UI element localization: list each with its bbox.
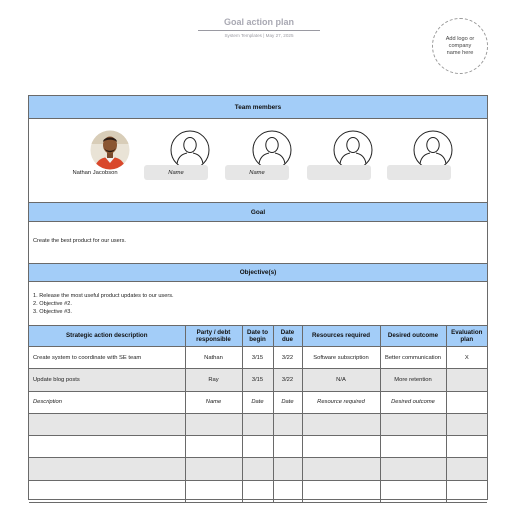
table-cell[interactable]: Resource required [302, 391, 380, 413]
member-photo [90, 130, 130, 170]
table-cell[interactable] [273, 480, 302, 502]
table-cell[interactable] [242, 480, 273, 502]
column-header: Strategic action description [29, 326, 185, 347]
table-cell[interactable] [185, 436, 242, 458]
objective-item[interactable]: 2. Objective #2. [33, 301, 72, 307]
table-cell[interactable]: 3/22 [273, 347, 302, 369]
title-divider [198, 30, 320, 31]
table-cell[interactable] [29, 458, 185, 480]
table-cell[interactable] [380, 436, 446, 458]
action-plan-sheet [28, 95, 488, 500]
page-title: Goal action plan [223, 17, 294, 27]
table-cell[interactable] [446, 436, 487, 458]
table-cell[interactable] [29, 413, 185, 435]
table-cell[interactable]: Nathan [185, 347, 242, 369]
table-cell[interactable] [302, 413, 380, 435]
table-row [29, 413, 487, 435]
member-name[interactable]: Name [225, 165, 289, 180]
person-outline-icon [170, 130, 210, 170]
team-members-header: Team members [29, 96, 487, 119]
table-cell[interactable] [380, 480, 446, 502]
table-row [29, 480, 487, 502]
table-cell[interactable]: Description [29, 391, 185, 413]
person-outline-icon [333, 130, 373, 170]
objectives-header: Objective(s) [29, 263, 487, 282]
table-cell[interactable] [380, 413, 446, 435]
member-name[interactable] [387, 165, 451, 180]
table-row [29, 347, 487, 369]
member-name[interactable]: Nathan Jacobson [72, 169, 118, 176]
table-cell[interactable] [185, 458, 242, 480]
person-outline-icon [413, 130, 453, 170]
table-cell[interactable] [185, 413, 242, 435]
table-cell[interactable]: X [446, 347, 487, 369]
table-row [29, 391, 487, 413]
objective-item[interactable]: 1. Release the most useful product updates to our users. [33, 293, 174, 299]
objective-item[interactable]: 3. Objective #3. [33, 309, 72, 315]
member-name[interactable] [307, 165, 371, 180]
column-header: Date to begin [242, 326, 273, 347]
table-cell[interactable] [446, 480, 487, 502]
table-row [29, 458, 487, 480]
table-cell[interactable] [446, 391, 487, 413]
table-cell[interactable] [273, 413, 302, 435]
table-cell[interactable] [446, 458, 487, 480]
objectives-list [33, 292, 174, 316]
column-header: Evaluation plan [446, 326, 487, 347]
action-plan-table [29, 325, 487, 503]
table-row [29, 436, 487, 458]
table-cell[interactable] [29, 436, 185, 458]
table-cell[interactable]: N/A [302, 369, 380, 391]
column-header: Resources required [302, 326, 380, 347]
table-cell[interactable] [380, 458, 446, 480]
table-cell[interactable]: 3/15 [242, 347, 273, 369]
table-cell[interactable] [29, 480, 185, 502]
logo-placeholder-text: Add logo or company name here [445, 35, 475, 56]
table-cell[interactable]: Ray [185, 369, 242, 391]
table-cell[interactable] [242, 458, 273, 480]
table-cell[interactable]: Software subscription [302, 347, 380, 369]
table-cell[interactable] [273, 436, 302, 458]
column-header: Desired outcome [380, 326, 446, 347]
table-cell[interactable]: 3/15 [242, 369, 273, 391]
page-subtitle: System Templates | May 27, 2025 [224, 33, 294, 38]
table-cell[interactable] [242, 413, 273, 435]
table-cell[interactable] [446, 369, 487, 391]
table-cell[interactable] [242, 436, 273, 458]
table-cell[interactable]: Better communication [380, 347, 446, 369]
goal-text[interactable]: Create the best product for our users. [33, 238, 126, 244]
column-header: Date due [273, 326, 302, 347]
table-cell[interactable] [185, 480, 242, 502]
table-cell[interactable] [302, 480, 380, 502]
table-cell[interactable]: 3/22 [273, 369, 302, 391]
table-cell[interactable] [302, 458, 380, 480]
goal-header: Goal [29, 202, 487, 222]
table-cell[interactable] [273, 458, 302, 480]
table-cell[interactable]: Update blog posts [29, 369, 185, 391]
table-cell[interactable]: Date [273, 391, 302, 413]
table-header-row [29, 326, 487, 347]
table-cell[interactable]: Name [185, 391, 242, 413]
table-cell[interactable] [446, 413, 487, 435]
person-outline-icon [252, 130, 292, 170]
logo-placeholder[interactable] [432, 18, 488, 74]
table-cell[interactable]: More retention [380, 369, 446, 391]
member-name[interactable]: Name [144, 165, 208, 180]
column-header: Party / debt responsible [185, 326, 242, 347]
table-cell[interactable]: Date [242, 391, 273, 413]
table-cell[interactable] [302, 436, 380, 458]
table-row [29, 369, 487, 391]
table-cell[interactable]: Desired outcome [380, 391, 446, 413]
table-cell[interactable]: Create system to coordinate with SE team [29, 347, 185, 369]
